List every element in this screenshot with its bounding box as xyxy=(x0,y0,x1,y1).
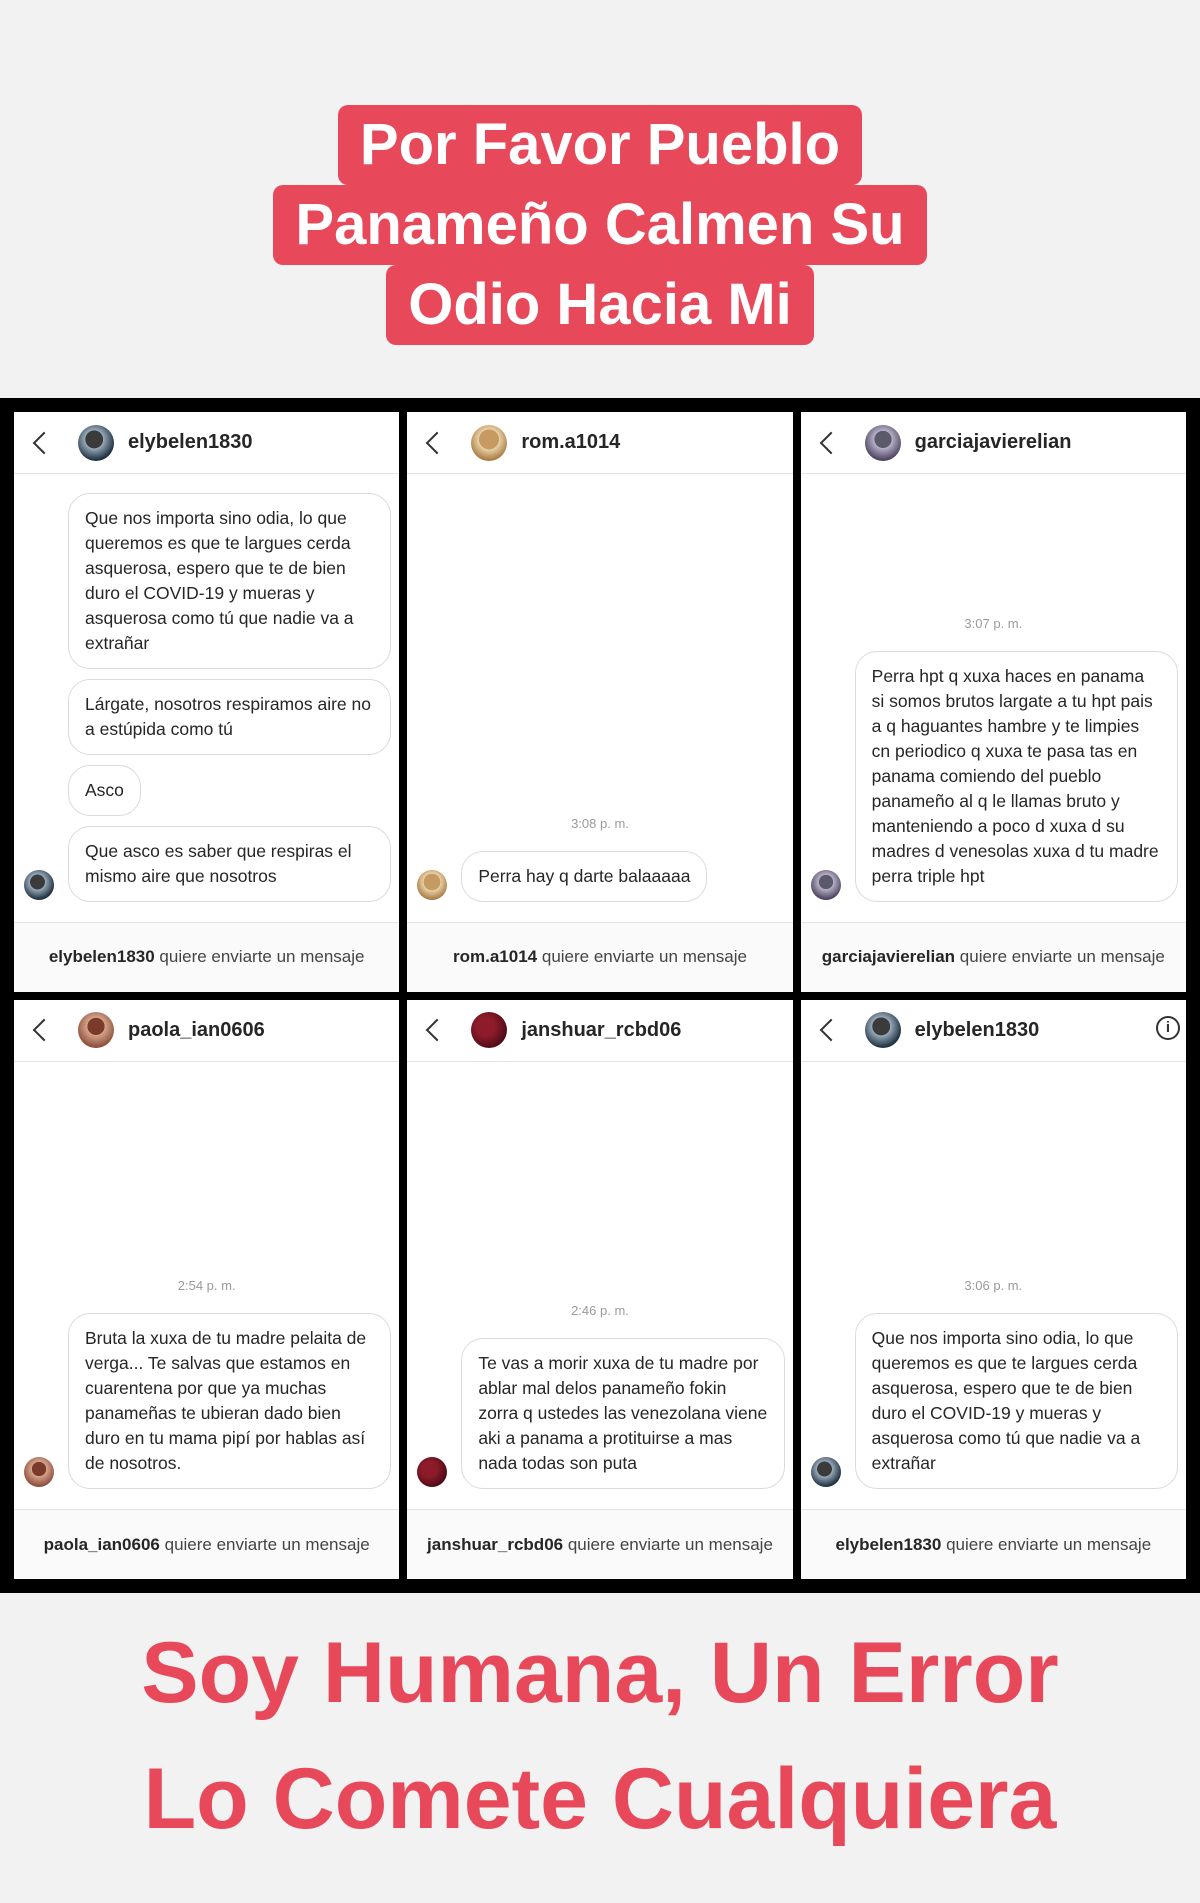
sender-avatar xyxy=(24,870,54,900)
chat-username[interactable]: janshuar_rcbd06 xyxy=(521,1018,682,1041)
message-timestamp: 2:46 p. m. xyxy=(571,1303,629,1318)
footer-username: elybelen1830 xyxy=(835,1534,942,1554)
back-arrow-icon[interactable] xyxy=(33,431,56,454)
sender-avatar xyxy=(417,870,447,900)
chat-header xyxy=(14,412,399,474)
chat-username[interactable]: elybelen1830 xyxy=(128,431,253,453)
message-thread xyxy=(14,474,399,922)
avatar[interactable] xyxy=(865,1012,901,1048)
avatar[interactable] xyxy=(78,1012,114,1048)
message-request-footer xyxy=(14,922,399,992)
chat-header xyxy=(407,412,792,474)
back-arrow-icon[interactable] xyxy=(33,1019,56,1042)
message-thread xyxy=(801,474,1186,922)
dm-panel xyxy=(14,412,399,992)
message-thread xyxy=(801,1062,1186,1510)
back-arrow-icon[interactable] xyxy=(426,1019,449,1042)
top-caption-line: Por Favor Pueblo xyxy=(338,105,862,185)
back-arrow-icon[interactable] xyxy=(426,431,449,454)
bottom-caption-line: Soy Humana, Un Error xyxy=(141,1625,1059,1721)
chat-header xyxy=(801,1000,1186,1062)
screenshot-collage xyxy=(0,398,1200,1593)
message-request-footer xyxy=(407,922,792,992)
chat-username[interactable]: garciajavierelian xyxy=(914,431,1072,453)
top-caption xyxy=(0,105,1200,345)
sender-avatar xyxy=(811,1457,841,1487)
dm-panel xyxy=(801,412,1186,992)
avatar[interactable] xyxy=(471,1012,507,1048)
back-arrow-icon[interactable] xyxy=(819,1019,842,1042)
footer-username: janshuar_rcbd06 xyxy=(427,1534,564,1554)
message-bubble[interactable]: Que nos importa sino odia, lo que queremos es que te largues cerda asquerosa, espero que te de bien duro el COVID-19 y mueras y asquerosa como tú que nadie va a extrañar xyxy=(68,493,391,669)
avatar[interactable] xyxy=(78,425,114,461)
footer-text: quiere enviarte un mensaje xyxy=(946,1534,1152,1554)
message-bubble[interactable]: Perra hay q darte balaaaaa xyxy=(461,851,707,902)
sender-avatar xyxy=(811,870,841,900)
top-caption-line: Panameño Calmen Su xyxy=(273,185,926,265)
footer-text: quiere enviarte un mensaje xyxy=(567,1534,773,1554)
footer-text: quiere enviarte un mensaje xyxy=(541,947,747,966)
chat-username[interactable]: rom.a1014 xyxy=(521,431,621,453)
message-timestamp: 3:07 p. m. xyxy=(964,615,1023,631)
footer-username: elybelen1830 xyxy=(48,947,155,966)
chat-header xyxy=(14,1000,399,1062)
footer-username: rom.a1014 xyxy=(453,947,538,966)
bottom-caption-line: Lo Comete Cualquiera xyxy=(143,1751,1057,1847)
message-thread xyxy=(14,1062,399,1510)
message-timestamp: 3:08 p. m. xyxy=(571,815,629,831)
dm-panel xyxy=(407,412,792,992)
footer-username: paola_ian0606 xyxy=(43,1534,160,1554)
bottom-caption xyxy=(0,1610,1200,1862)
dm-panel xyxy=(14,1000,399,1580)
avatar[interactable] xyxy=(865,425,901,461)
message-bubble[interactable]: Lárgate, nosotros respiramos aire no a estúpida como tú xyxy=(68,679,391,755)
message-bubble[interactable]: Que asco es saber que respiras el mismo aire que nosotros xyxy=(68,826,391,902)
message-thread xyxy=(407,1062,792,1510)
chat-header xyxy=(801,412,1186,474)
message-timestamp: 3:06 p. m. xyxy=(964,1278,1023,1293)
footer-username: garciajavierelian xyxy=(821,947,956,966)
message-bubble[interactable]: Perra hpt q xuxa haces en panama si somos brutos largate a tu hpt pais a q haguantes hambre y te limpies cn periodico q xuxa te pasa tas en panama comiendo del pueblo panameño al q le llamas bruto y manteniendo a poco d xuxa d su madres d venesolas xuxa d tu madre perra triple hpt xyxy=(855,651,1178,902)
message-request-footer xyxy=(14,1509,399,1579)
sender-avatar xyxy=(24,1457,54,1487)
message-request-footer xyxy=(801,1509,1186,1579)
footer-text: quiere enviarte un mensaje xyxy=(959,947,1165,966)
info-icon[interactable]: i xyxy=(1156,1016,1180,1040)
message-request-footer xyxy=(801,922,1186,992)
chat-header xyxy=(407,1000,792,1062)
message-bubble[interactable]: Asco xyxy=(68,765,141,816)
dm-panel xyxy=(801,1000,1186,1580)
back-arrow-icon[interactable] xyxy=(819,431,842,454)
message-bubble[interactable]: Bruta la xuxa de tu madre pelaita de verga... Te salvas que estamos en cuarentena por que ya muchas panameñas te ubieran dado bien duro en tu mama pipí por hablas así de nosotros. xyxy=(68,1313,391,1489)
message-request-footer xyxy=(407,1509,792,1579)
top-caption-line: Odio Hacia Mi xyxy=(386,265,814,345)
chat-username[interactable]: elybelen1830 xyxy=(914,1018,1040,1041)
sender-avatar xyxy=(417,1457,447,1487)
dm-panel xyxy=(407,1000,792,1580)
avatar[interactable] xyxy=(471,425,507,461)
footer-text: quiere enviarte un mensaje xyxy=(159,947,365,966)
message-bubble[interactable]: Te vas a morir xuxa de tu madre por ablar mal delos panameño fokin zorra q ustedes las venezolana viene aki a panama a protituirse a mas nada todas son puta xyxy=(461,1338,784,1489)
footer-text: quiere enviarte un mensaje xyxy=(164,1534,370,1554)
message-timestamp: 2:54 p. m. xyxy=(177,1278,236,1293)
message-bubble[interactable]: Que nos importa sino odia, lo que queremos es que te largues cerda asquerosa, espero que te de bien duro el COVID-19 y mueras y asquerosa como tú que nadie va a extrañar xyxy=(855,1313,1178,1489)
message-thread xyxy=(407,474,792,922)
chat-username[interactable]: paola_ian0606 xyxy=(128,1018,265,1041)
